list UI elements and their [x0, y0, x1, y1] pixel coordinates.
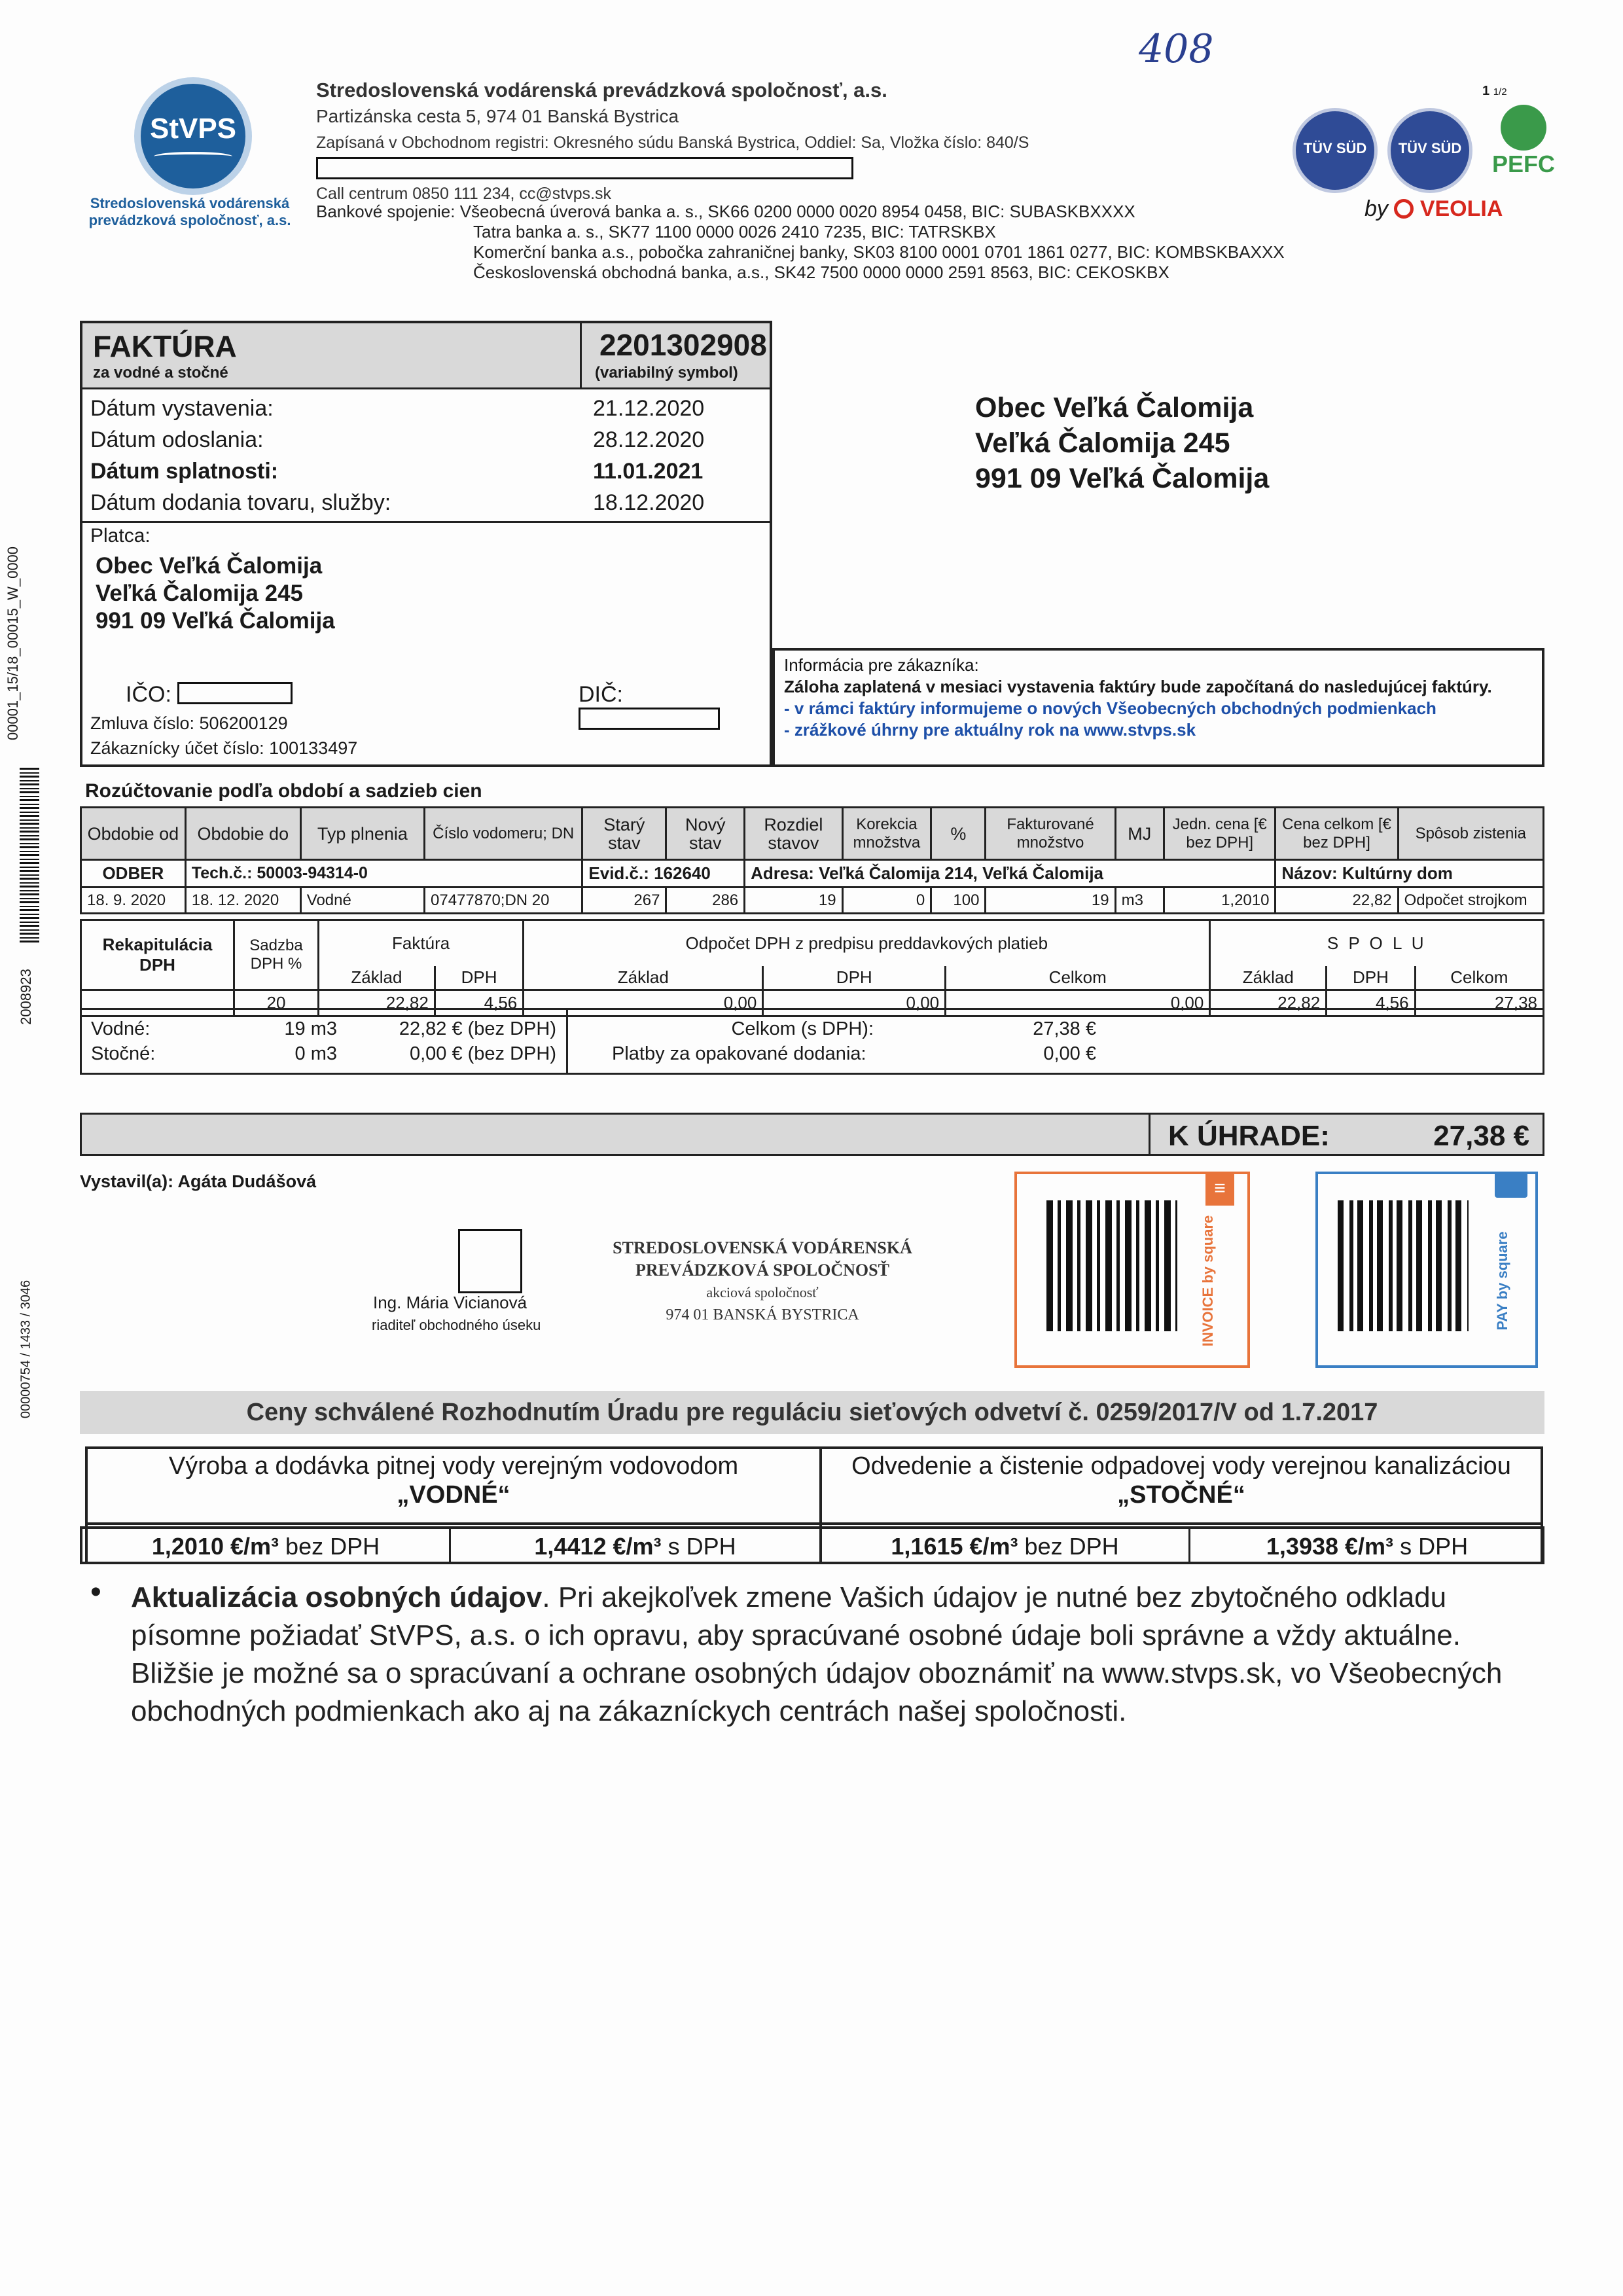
side-barcode — [20, 766, 39, 942]
o-dph-header: DPH — [763, 966, 946, 990]
veolia-icon — [1394, 199, 1414, 219]
due-date: 11.01.2021 — [593, 459, 704, 484]
dic-redacted — [579, 708, 720, 730]
issued-date: 21.12.2020 — [593, 396, 705, 421]
breakdown-cell: 19 — [986, 888, 1115, 914]
signer-name: Ing. Mária Vicianová — [373, 1293, 527, 1312]
rate-label-percent: DPH % — [250, 954, 302, 973]
pay-by-square-label: PAY by square — [1494, 1231, 1510, 1331]
breakdown-header-cell: Korekcia množstva — [842, 808, 931, 860]
breakdown-cell: 19 — [745, 888, 842, 914]
breakdown-header-cell: Nový stav — [666, 808, 745, 860]
invoice-title: FAKTÚRA — [93, 329, 237, 363]
sent-date: 28.12.2020 — [593, 427, 705, 452]
recap-s-dph: 4,56 — [1327, 990, 1415, 1016]
breakdown-title: Rozúčtovanie podľa období a sadzieb cien — [85, 780, 482, 802]
payable-amount: 27,38 € — [1433, 1120, 1529, 1152]
recap-label: Rekapitulácia — [102, 934, 213, 954]
stocne-amount: 0,00 € (bez DPH) — [409, 1043, 556, 1064]
spolu-header: S P O L U — [1210, 920, 1544, 966]
signer-title: riaditeľ obchodného úseku — [372, 1317, 541, 1333]
company-logo — [134, 77, 252, 195]
breakdown-header-cell: Spôsob zistenia — [1398, 808, 1543, 860]
veolia-logo: by VEOLIA — [1364, 196, 1503, 221]
f-zaklad-header: Základ — [319, 966, 435, 990]
ico-redacted — [177, 682, 293, 704]
breakdown-cell: 267 — [582, 888, 666, 914]
water-gross-price: 1,4412 €/m³ s DPH — [534, 1533, 736, 1560]
s-dph-header: DPH — [1327, 966, 1415, 990]
recap-s-celkom: 27,38 — [1415, 990, 1543, 1016]
invoice-document-icon: ≡ — [1205, 1172, 1234, 1206]
payable-label: K ÚHRADE: — [1168, 1120, 1330, 1152]
breakdown-header-cell: Typ plnenia — [300, 808, 424, 860]
breakdown-header-cell: Fakturované množstvo — [986, 808, 1115, 860]
tuv-sud-badge-2: TÜV SÜD — [1387, 108, 1472, 193]
call-centre: Call centrum 0850 111 234, cc@stvps.sk — [316, 185, 612, 203]
stocne-label: Stočné: — [91, 1043, 156, 1064]
breakdown-header-cell: Jedn. cena [€ bez DPH] — [1164, 808, 1275, 860]
sewer-net-price: 1,1615 €/m³ bez DPH — [891, 1533, 1119, 1560]
sent-label: Dátum odoslania: — [90, 427, 264, 452]
total-label: Celkom (s DPH): — [731, 1018, 874, 1039]
breakdown-cell: 1,2010 — [1164, 888, 1275, 914]
redacted-field — [316, 157, 853, 179]
due-label: Dátum splatnosti: — [90, 459, 279, 484]
breakdown-cell: 07477870;DN 20 — [425, 888, 582, 914]
pefc-logo: PEFC — [1484, 105, 1563, 190]
s-celkom-header: Celkom — [1415, 966, 1543, 990]
payer-label: Platca: — [90, 525, 151, 547]
summary-box — [80, 1008, 1544, 1075]
recap-o-zaklad: 0,00 — [524, 990, 763, 1016]
breakdown-header-cell: % — [931, 808, 986, 860]
breakdown-cell: Vodné — [300, 888, 424, 914]
breakdown-table — [80, 806, 1544, 914]
side-code-bottom: 00000754 / 1433 / 3046 — [18, 1280, 33, 1419]
breakdown-cell: 0 — [842, 888, 931, 914]
recap-o-celkom: 0,00 — [946, 990, 1210, 1016]
breakdown-header-cell: Obdobie od — [81, 808, 186, 860]
page-number: 1 1/2 — [1482, 84, 1507, 98]
pay-card-icon — [1495, 1172, 1527, 1198]
odpocet-header: Odpočet DPH z predpisu preddavkových platieb — [524, 920, 1210, 966]
breakdown-header-cell: Obdobie do — [185, 808, 300, 860]
total-amount: 27,38 € — [1033, 1018, 1096, 1039]
customer-account: Zákaznícky účet číslo: 100133497 — [90, 738, 358, 758]
sewer-gross-price: 1,3938 €/m³ s DPH — [1266, 1533, 1469, 1560]
company-name: Stredoslovenská vodárenská prevádzková spoločnosť, a.s. — [316, 79, 887, 101]
ico-label: IČO: — [126, 682, 171, 707]
tech-number: Tech.č.: 50003-94314-0 — [185, 860, 582, 888]
breakdown-header-cell: Číslo vodomeru; DN — [425, 808, 582, 860]
personal-data-notice: Aktualizácia osobných údajov. Pri akejkoľvek zmene Vašich údajov je nutné bez zbytočného odkladu písomne požiadať StVPS, a.s. o ich opravu, aby spracúvané osobné údaje boli správne a vždy aktuálne. Bližšie je možné sa o spracúvaní a ochrane osobných údajov oboznámiť na www.stvps.sk, vo Všeobecných obchodných podmienkach ako aj na zákazníckych centrách našej spoločnosti. — [131, 1581, 1503, 1727]
invoice-qr-code — [1046, 1200, 1177, 1331]
logo-caption: Stredoslovenská vodárenská prevádzková spoločnosť, a.s. — [88, 195, 291, 228]
contract-number: Zmluva číslo: 506200129 — [90, 713, 288, 733]
evid-number: Evid.č.: 162640 — [582, 860, 745, 888]
vodne-amount: 22,82 € (bez DPH) — [399, 1018, 556, 1039]
repeat-label: Platby za opakované dodania: — [612, 1043, 866, 1064]
water-label: „VODNÉ“ — [397, 1481, 510, 1509]
water-heading: Výroba a dodávka pitnej vody verejným vodovodom — [168, 1452, 739, 1480]
company-stamp: STREDOSLOVENSKÁ VODÁRENSKÁ PREVÁDZKOVÁ SPOLOČNOSŤ akciová spoločnosť 974 01 BANSKÁ BYSTRICA — [613, 1238, 912, 1323]
recap-o-dph: 0,00 — [763, 990, 946, 1016]
prices-title: Ceny schválené Rozhodnutím Úradu pre reguláciu sieťových odvetví č. 0259/2017/V od 1.7.2017 — [246, 1399, 1378, 1426]
vodne-label: Vodné: — [91, 1018, 151, 1039]
invoice-box — [80, 321, 772, 767]
invoice-by-square-label: INVOICE by square — [1200, 1215, 1216, 1347]
recap-f-dph: 4,56 — [435, 990, 523, 1016]
recap-table — [80, 919, 1544, 1017]
logo-text: StVPS — [149, 113, 237, 145]
company-registry: Zapísaná v Obchodnom registri: Okresného súdu Banská Bystrica, Oddiel: Sa, Vložka číslo: 840/S — [316, 134, 1029, 152]
issuer-label: Vystavil(a): Agáta Dudášová — [80, 1172, 317, 1191]
f-dph-header: DPH — [435, 966, 523, 990]
invoice-number: 2201302908 — [599, 328, 767, 362]
prices-values-row — [80, 1526, 1544, 1564]
notice-bullet: • — [90, 1575, 101, 1609]
company-header — [316, 77, 1029, 207]
side-code-middle: 2008923 — [18, 969, 34, 1025]
invoice-subtitle: za vodné a stočné — [93, 364, 228, 382]
bank-details: Bankové spojenie: Všeobecná úverová banka a. s., SK66 0200 0000 0020 8954 0458, BIC: SUBASKBXXXX Tatra banka a. s., SK77 1100 0000 0026 2410 7235, BIC: TATRSKBX Komerční banka a.s., pobočka zahraničnej banky, SK03 8100 0001 0701 1861 0277, BIC: KOMBSKBAXXX Československá obchodná banka, a.s., SK42 7500 0000 0000 2591 8563, BIC: CEKOSKBX — [316, 202, 1285, 282]
breakdown-cell: 18. 12. 2020 — [185, 888, 300, 914]
invoice-number-caption: (variabilný symbol) — [595, 364, 738, 382]
recap-f-zaklad: 22,82 — [319, 990, 435, 1016]
recap-label-dph: DPH — [139, 954, 175, 975]
company-address: Partizánska cesta 5, 974 01 Banská Bystrica — [316, 106, 679, 126]
breakdown-header-cell: Starý stav — [582, 808, 666, 860]
odber-label: ODBER — [81, 860, 186, 888]
prices-title-bar — [80, 1391, 1544, 1434]
breakdown-cell: m3 — [1115, 888, 1164, 914]
repeat-amount: 0,00 € — [1043, 1043, 1096, 1064]
breakdown-cell: 18. 9. 2020 — [81, 888, 186, 914]
stocne-qty: 0 m3 — [294, 1043, 337, 1064]
pay-qr-code — [1338, 1200, 1469, 1331]
s-zaklad-header: Základ — [1210, 966, 1327, 990]
delivery-date: 18.12.2020 — [593, 490, 705, 515]
breakdown-header-cell: Rozdiel stavov — [745, 808, 842, 860]
side-code-top: 00001_15/18_00015_W_0000 — [5, 546, 21, 741]
sewer-label: „STOČNÉ“ — [1117, 1481, 1245, 1509]
breakdown-header-cell: MJ — [1115, 808, 1164, 860]
handwritten-note: 408 — [1139, 26, 1214, 72]
tuv-sud-badge-1: TÜV SÜD — [1293, 108, 1378, 193]
supply-name: Názov: Kultúrny dom — [1275, 860, 1544, 888]
o-zaklad-header: Základ — [524, 966, 763, 990]
pay-qr-box — [1315, 1172, 1538, 1368]
payable-bar — [80, 1113, 1544, 1156]
issued-label: Dátum vystavenia: — [90, 396, 274, 421]
delivery-label: Dátum dodania tovaru, služby: — [90, 490, 391, 515]
breakdown-cell: Odpočet strojkom — [1398, 888, 1543, 914]
signature-redacted — [458, 1229, 522, 1293]
breakdown-header-cell: Cena celkom [€ bez DPH] — [1275, 808, 1398, 860]
payer-address: Obec Veľká Čalomija Veľká Čalomija 245 991 09 Veľká Čalomija — [96, 553, 335, 634]
breakdown-cell: 100 — [931, 888, 986, 914]
faktura-header: Faktúra — [319, 920, 524, 966]
recipient-address: Obec Veľká Čalomija Veľká Čalomija 245 991 09 Veľká Čalomija — [975, 392, 1270, 494]
supply-address: Adresa: Veľká Čalomija 214, Veľká Čalomija — [745, 860, 1275, 888]
invoice-qr-box — [1014, 1172, 1250, 1368]
vodne-qty: 19 m3 — [284, 1018, 337, 1039]
breakdown-cell: 22,82 — [1275, 888, 1398, 914]
dic-label: DIČ: — [579, 682, 623, 707]
sewer-heading: Odvedenie a čistenie odpadovej vody verejnou kanalizáciou — [851, 1452, 1511, 1480]
breakdown-cell: 286 — [666, 888, 745, 914]
water-net-price: 1,2010 €/m³ bez DPH — [151, 1533, 380, 1560]
recap-rate: 20 — [234, 990, 319, 1016]
customer-info-box: Informácia pre zákazníka: Záloha zaplatená v mesiaci vystavenia faktúry bude započítaná do nasledujúcej faktúry. - v rámci faktúry informujeme o nových Všeobecných obchodných podmienkach - zrážkové úhrny pre aktuálny rok na www.stvps.sk — [772, 648, 1544, 767]
recap-s-zaklad: 22,82 — [1210, 990, 1327, 1016]
o-celkom-header: Celkom — [946, 966, 1210, 990]
rate-label: Sadzba — [249, 936, 303, 954]
